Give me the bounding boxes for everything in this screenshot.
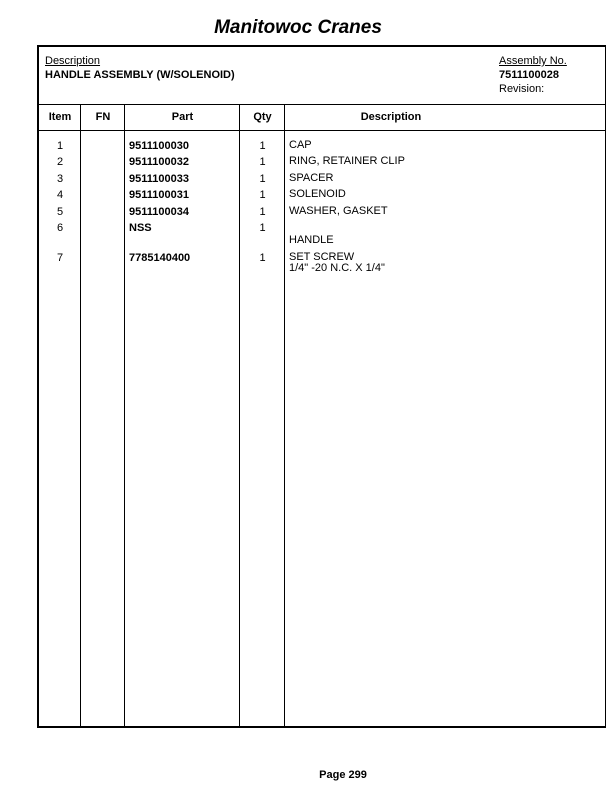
qty-cell: 1 (259, 189, 266, 201)
column-divider (124, 104, 125, 726)
description-line: HANDLE (289, 234, 334, 246)
item-cell: 4 (56, 189, 64, 201)
qty-cell: 1 (259, 173, 266, 185)
assembly-header (39, 47, 605, 105)
part-number-cell: 7785140400 (129, 252, 191, 264)
description-line: 1/4" -20 N.C. X 1/4" (289, 262, 385, 274)
description-line: CAP (289, 139, 312, 151)
item-cell: 2 (56, 156, 64, 168)
part-number-cell: 9511100034 (129, 206, 189, 218)
item-cell: 3 (56, 173, 64, 185)
page-title: Manitowoc Cranes (214, 17, 382, 38)
description-cell (289, 222, 599, 246)
revision-label: Revision: (499, 83, 545, 95)
column-header-description: Description (360, 111, 422, 123)
description-label: Description (45, 55, 101, 67)
description-cell (289, 156, 599, 167)
part-number-cell: 9511100032 (129, 156, 189, 168)
part-number-cell: 9511100031 (129, 189, 189, 201)
item-cell: 6 (56, 222, 64, 234)
column-header-fn: FN (95, 111, 111, 123)
part-number-cell: NSS (129, 222, 152, 234)
assembly-number-label: Assembly No. (499, 55, 567, 67)
column-header-item: Item (48, 111, 72, 123)
description-line: SET SCREW (289, 251, 355, 263)
description-line: SPACER (289, 172, 334, 184)
qty-cell: 1 (259, 252, 266, 264)
description-cell (289, 252, 599, 274)
part-number-cell: 9511100030 (129, 140, 189, 152)
description-line: SOLENOID (289, 188, 346, 200)
item-cell: 7 (56, 252, 64, 264)
description-value: HANDLE ASSEMBLY (W/SOLENOID) (45, 69, 235, 81)
qty-cell: 1 (259, 206, 266, 218)
description-line: RING, RETAINER CLIP (289, 155, 405, 167)
description-cell (289, 140, 599, 151)
description-cell (289, 173, 599, 184)
parts-list-frame (37, 45, 606, 728)
column-header-qty: Qty (253, 111, 272, 123)
qty-cell: 1 (259, 156, 266, 168)
qty-cell: 1 (259, 222, 266, 234)
column-header-part: Part (171, 111, 194, 123)
qty-cell: 1 (259, 140, 266, 152)
assembly-number-value: 7511100028 (499, 69, 559, 81)
description-line: WASHER, GASKET (289, 205, 388, 217)
description-cell (289, 189, 599, 200)
description-cell (289, 206, 599, 217)
page-number: Page 299 (319, 769, 367, 781)
part-number-cell: 9511100033 (129, 173, 189, 185)
item-cell: 5 (56, 206, 64, 218)
item-cell: 1 (56, 140, 64, 152)
